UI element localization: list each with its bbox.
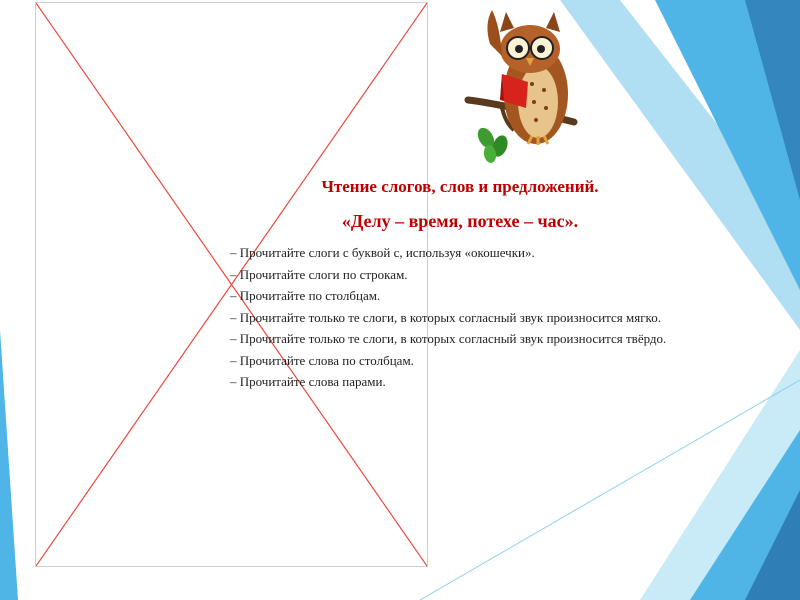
slide-title-line-1: Чтение слогов, слов и предложений. (321, 177, 599, 196)
instruction-item: – Прочитайте по столбцам. (230, 288, 381, 303)
instruction-item: – Прочитайте слоги по строкам. (230, 266, 408, 282)
slide-title-line-2: «Делу – время, потехе – час». (341, 211, 579, 231)
instructions-list (212, 242, 684, 393)
instruction-item: – Прочитайте слова по столбцам. (230, 352, 414, 368)
instruction-item: – Прочитайте только те слоги, в которых согласный звук произносится твёрдо. (230, 331, 667, 346)
instruction-item: – Прочитайте слоги с буквой с, используя «окошечки». (230, 245, 535, 260)
instruction-item: – Прочитайте только те слоги, в которых согласный звук произносится мягко. (230, 309, 661, 325)
owl-reading-book-icon (462, 4, 580, 170)
left-blue-streak (0, 330, 18, 600)
instruction-item: – Прочитайте слова парами. (230, 374, 386, 389)
